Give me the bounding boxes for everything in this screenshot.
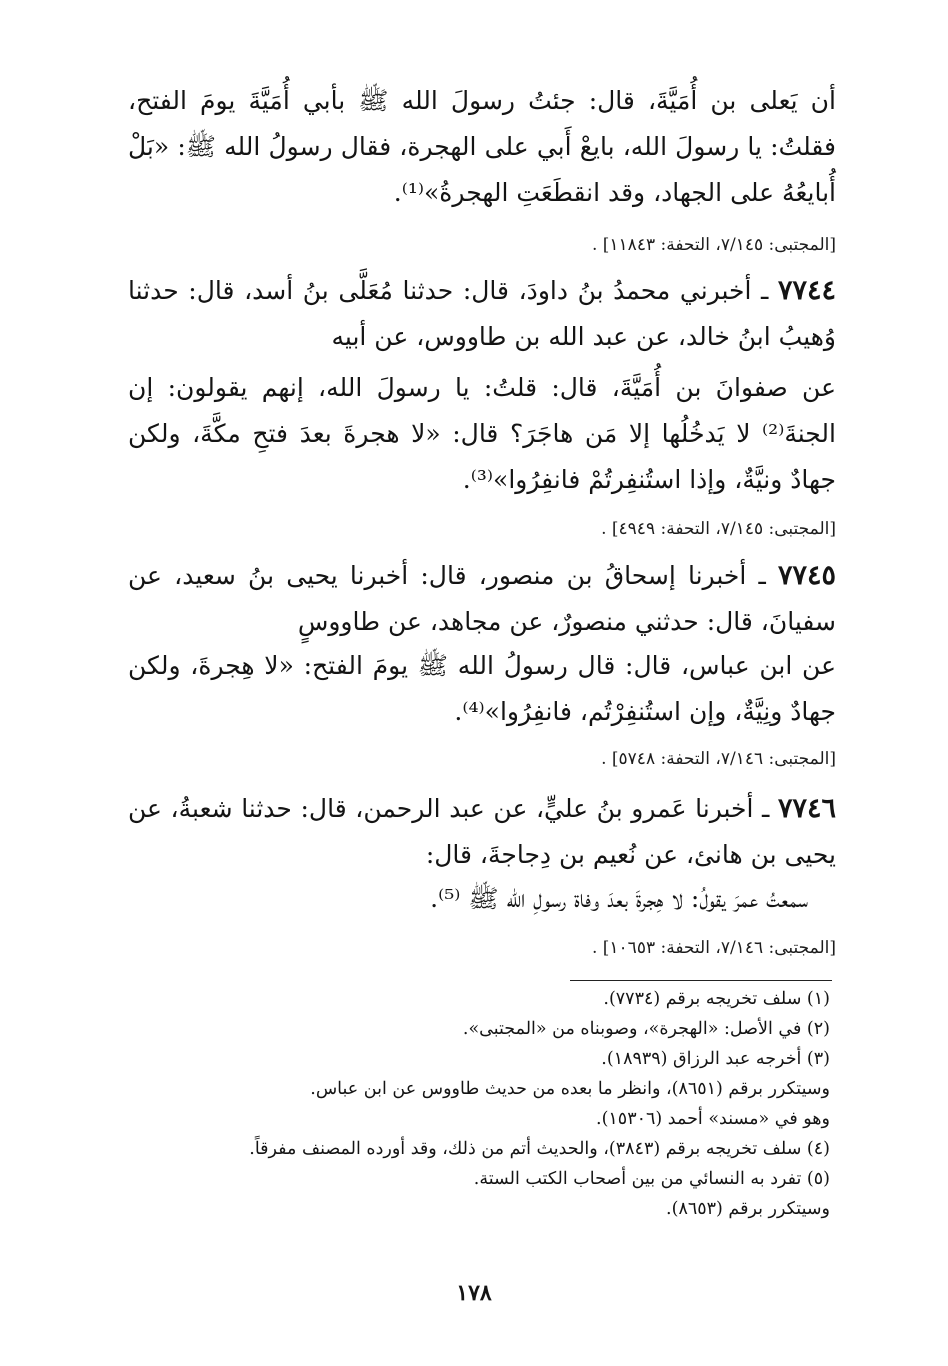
footnote: (٥) تفرد به النسائي من بين أصحاب الكتب الستة. (473, 1169, 830, 1189)
source-reference: [المجتبى: ٧/١٤٥، التحفة: ٤٩٤٩] . (601, 519, 836, 539)
hadith-text-paragraph: عن صفوانَ بن أُمَيَّةَ، قال: قلتُ: يا رسولَ الله، إنهم يقولون: إن الجنةَ⁽²⁾ لا يَدخُلُها إلا مَن هاجَرَ؟ قال: «لا هجرةَ بعدَ فتحِ مكَّةَ، ولكن جهادٌ ونيَّةٌ، وإذا استُنفِرتُمْ فانفِرُوا»⁽³⁾. (128, 373, 836, 494)
source-reference: [المجتبى: ٧/١٤٦، التحفة: ٥٧٤٨] . (601, 749, 836, 769)
hadith-7744-chain (128, 268, 836, 360)
hadith-number: ٧٧٤٤ (777, 275, 836, 306)
hadith-text-paragraph: سمعتُ عمرَ يقولُ: لا هِجرةَ بعدَ وفاة رسولِ الله ﷺ ⁽⁵⁾. (430, 884, 808, 913)
hadith-7745-chain (128, 553, 836, 645)
hadith-text-paragraph: أن يَعلى بن أُمَيَّةَ، قال: جئتُ رسولَ الله ﷺ بأبي أُمَيَّةَ يومَ الفتح، فقلتُ: يا رسولَ الله، بايعْ أَبي على الهجرة، فقال رسولُ الله ﷺ: «بَلْ أُبايعُهُ على الجهاد، وقد انقطَعَتِ الهجرةُ»⁽¹⁾. (128, 86, 836, 207)
footnote: (٢) في الأصل: «الهجرة»، وصوبناه من «المجتبى». (462, 1019, 830, 1039)
isnad-text: ـ أخبرنا عَمرو بنُ عليٍّ، عن عبد الرحمن، قال: حدثنا شعبةُ، عن يحيى بن هانئ، عن نُعيم بن دِجاجةَ، قال: (128, 794, 836, 869)
hadith-number: ٧٧٤٥ (777, 560, 836, 591)
hadith-7746-chain (128, 786, 836, 878)
page-number: ١٧٨ (456, 1280, 492, 1306)
footnote: (٣) أخرجه عبد الرزاق (١٨٩٣٩). (601, 1049, 830, 1069)
hadith-number: ٧٧٤٦ (777, 793, 836, 824)
footnote: (١) سلف تخريجه برقم (٧٧٣٤). (603, 989, 830, 1009)
source-reference: [المجتبى: ٧/١٤٥، التحفة: ١١٨٤٣] . (591, 235, 836, 255)
footnote-separator (570, 980, 832, 981)
footnote: وسيتكرر برقم (٨٦٥٣). (666, 1199, 830, 1219)
isnad-text: ـ أخبرني محمدُ بنُ داودَ، قال: حدثنا مُعَلَّى بنُ أسد، قال: حدثنا وُهيبُ ابنُ خالد، عن عبد الله بن طاووس، عن أبيه (128, 276, 836, 351)
footnote: وهو في «مسند» أحمد (١٥٣٠٦). (596, 1109, 830, 1129)
source-reference: [المجتبى: ٧/١٤٦، التحفة: ١٠٦٥٣] . (591, 938, 836, 958)
footnote: (٤) سلف تخريجه برقم (٣٨٤٣)، والحديث أتم من ذلك، وقد أورده المصنف مفرقاً. (249, 1139, 830, 1159)
isnad-text: ـ أخبرنا إسحاقُ بن منصور، قال: أخبرنا يحيى بنُ سعيد، عن سفيانَ، قال: حدثني منصورٌ، عن مجاهد، عن طاووسٍ (128, 561, 836, 636)
hadith-text-paragraph: عن ابن عباس، قال: قال رسولُ الله ﷺ يومَ الفتح: «لا هِجرةَ، ولكن جهادٌ ونِيَّةٌ، وإن استُنفِرْتُم، فانفِرُوا»⁽⁴⁾. (128, 651, 836, 726)
footnote: وسيتكرر برقم (٨٦٥١)، وانظر ما بعده من حديث طاووس عن ابن عباس. (310, 1079, 830, 1099)
footnotes (140, 984, 830, 1224)
